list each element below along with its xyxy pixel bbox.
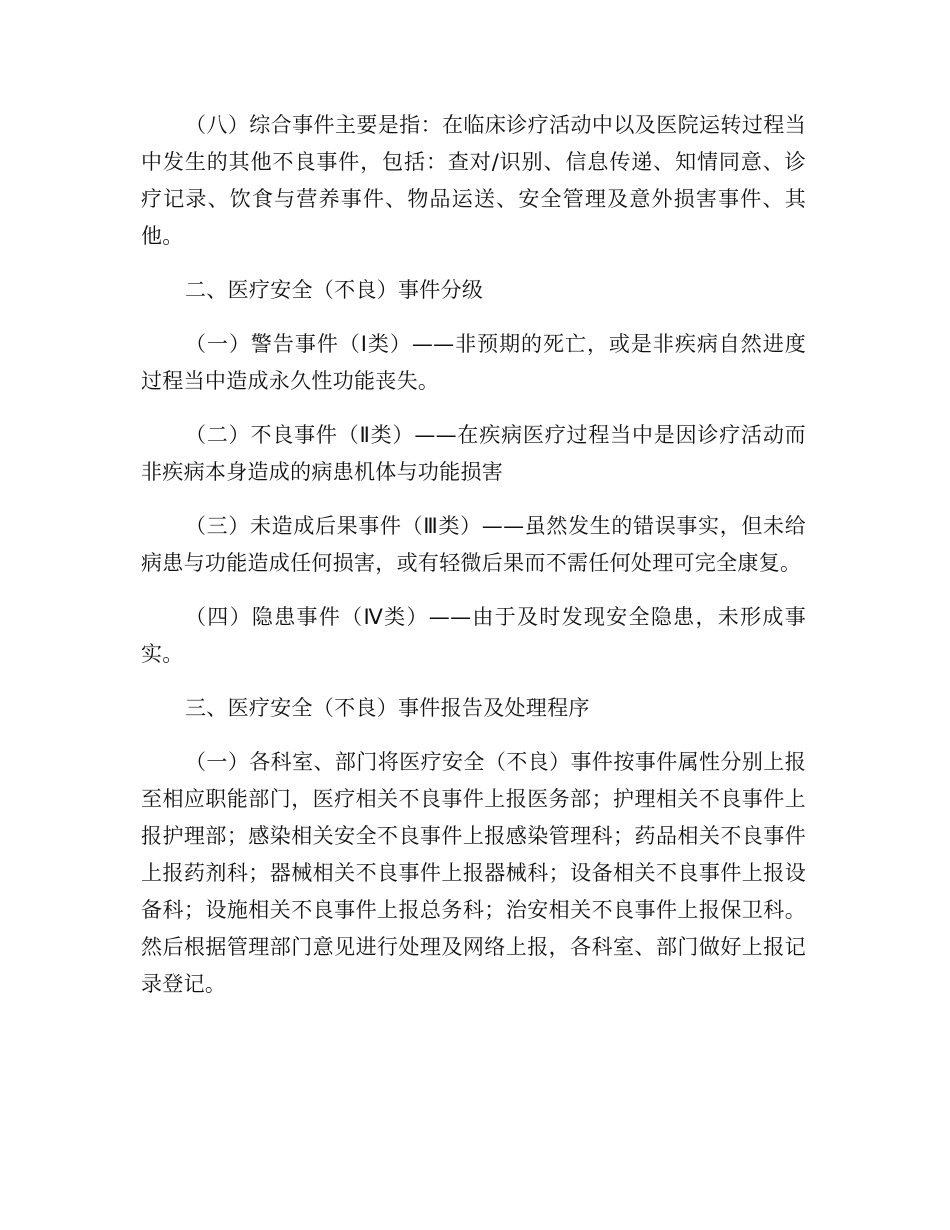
paragraph-hidden-danger-events: （四）隐患事件（Ⅳ类）——由于及时发现安全隐患，未形成事实。 [141,605,806,666]
section-heading-event-grading: 二、医疗安全（不良）事件分级 [185,278,484,302]
document-body [141,107,806,1020]
section-heading-reporting-procedure: 三、医疗安全（不良）事件报告及处理程序 [185,696,590,720]
paragraph-warning-events: （一）警告事件（Ⅰ类）——非预期的死亡，或是非疾病自然进度过程当中造成永久性功能丧失。 [141,332,806,393]
paragraph-adverse-events: （二）不良事件（Ⅱ类）——在疾病医疗过程当中是因诊疗活动而非疾病本身造成的病患机体与功能损害 [141,423,806,484]
paragraph-comprehensive-events: （八）综合事件主要是指：在临床诊疗活动中以及医院运转过程当中发生的其他不良事件，包括：查对/识别、信息传递、知情同意、诊疗记录、饮食与营养事件、物品运送、安全管理及意外损害事件、其他。 [141,113,806,248]
paragraph-no-consequence-events: （三）未造成后果事件（Ⅲ类）——虽然发生的错误事实，但未给病患与功能造成任何损害，或有轻微后果而不需任何处理可完全康复。 [141,514,806,575]
paragraph-reporting-departments: （一）各科室、部门将医疗安全（不良）事件按事件属性分别上报至相应职能部门，医疗相关不良事件上报医务部；护理相关不良事件上报护理部；感染相关安全不良事件上报感染管理科；药品相关不良事件上报药剂科；器械相关不良事件上报器械科；设备相关不良事件上报设备科；设施相关不良事件上报总务科；治安相关不良事件上报保卫科。然后根据管理部门意见进行处理及网络上报，各科室、部门做好上报记录登记。 [141,750,806,996]
